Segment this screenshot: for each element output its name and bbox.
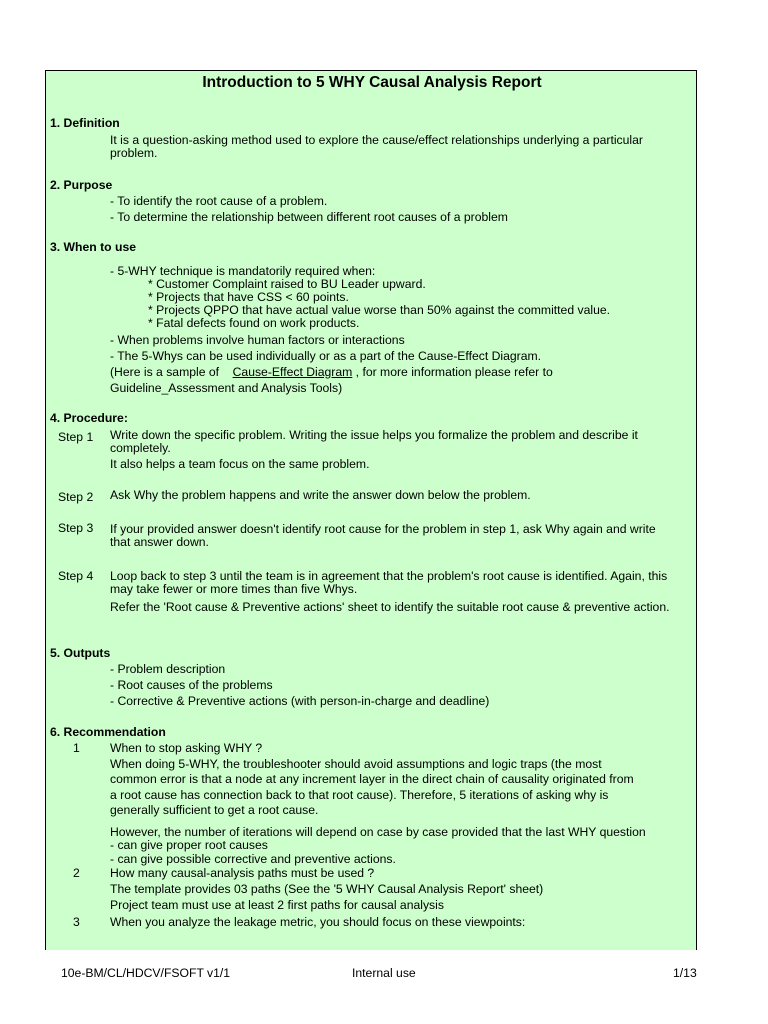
- purpose-heading: 2. Purpose: [50, 178, 113, 192]
- purpose-line: - To determine the relationship between different root causes of a problem: [110, 210, 508, 224]
- definition-line: It is a question-asking method used to explore the cause/effect relationships underlying a particular: [110, 133, 643, 147]
- step-text: Write down the specific problem. Writing the issue helps you formalize the problem and describe it: [110, 428, 638, 442]
- when-to-use-bullet: * Projects that have CSS < 60 points.: [148, 290, 349, 304]
- step-label: Step 1: [58, 430, 94, 444]
- step-text: that answer down.: [110, 535, 209, 549]
- definition-line: problem.: [110, 146, 158, 160]
- recommendation-text: However, the number of iterations will depend on case by case provided that the last WHY question: [110, 825, 646, 839]
- step-label: Step 3: [58, 521, 94, 535]
- outputs-line: - Corrective & Preventive actions (with person-in-charge and deadline): [110, 694, 490, 708]
- recommendation-text: When you analyze the leakage metric, you should focus on these viewpoints:: [110, 915, 526, 929]
- footer-classification: Internal use: [352, 966, 416, 980]
- procedure-heading: 4. Procedure:: [50, 411, 128, 425]
- footer-page-number: 1/13: [673, 966, 697, 980]
- purpose-line: - To identify the root cause of a problem.: [110, 194, 328, 208]
- recommendation-text: - can give possible corrective and preventive actions.: [110, 852, 396, 866]
- when-to-use-line: Guideline_Assessment and Analysis Tools): [110, 381, 343, 395]
- document-sheet: [45, 70, 697, 950]
- outputs-line: - Root causes of the problems: [110, 678, 273, 692]
- reference-text: , for more information please refer to: [355, 365, 553, 379]
- recommendation-text: When to stop asking WHY ?: [110, 741, 263, 755]
- when-to-use-heading: 3. When to use: [50, 240, 136, 254]
- when-to-use-line: - 5-WHY technique is mandatorily required when:: [110, 264, 376, 278]
- recommendation-text: common error is that a node at any increment layer in the direct chain of causality originated from: [110, 772, 634, 786]
- step-text: completely.: [110, 441, 171, 455]
- when-to-use-bullet: * Customer Complaint raised to BU Leader upward.: [148, 277, 426, 291]
- outputs-line: - Problem description: [110, 662, 226, 676]
- step-text: may take fewer or more times than five Whys.: [110, 582, 358, 596]
- step-text: Ask Why the problem happens and write the answer down below the problem.: [110, 488, 531, 502]
- step-label: Step 4: [58, 569, 94, 583]
- recommendation-text: Project team must use at least 2 first paths for causal analysis: [110, 898, 444, 912]
- definition-heading: 1. Definition: [50, 116, 120, 130]
- recommendation-text: - can give proper root causes: [110, 838, 268, 852]
- page-title: Introduction to 5 WHY Causal Analysis Report: [202, 74, 542, 91]
- recommendation-number: 3: [73, 915, 80, 929]
- recommendation-text: a root cause has connection back to that root cause). Therefore, 5 iterations of asking why is: [110, 788, 609, 802]
- recommendation-text: How many causal-analysis paths must be used ?: [110, 866, 375, 880]
- recommendation-text: When doing 5-WHY, the troubleshooter should avoid assumptions and logic traps (the most: [110, 757, 602, 771]
- sample-text: (Here is a sample of: [110, 365, 220, 379]
- step-text: Loop back to step 3 until the team is in agreement that the problem's root cause is identified. Again, this: [110, 569, 668, 583]
- recommendation-text: The template provides 03 paths (See the '5 WHY Causal Analysis Report' sheet): [110, 882, 544, 896]
- when-to-use-bullet: * Fatal defects found on work products.: [148, 316, 360, 330]
- when-to-use-line: [110, 366, 553, 379]
- step-text: It also helps a team focus on the same problem.: [110, 457, 370, 471]
- recommendation-number: 1: [73, 741, 80, 755]
- outputs-heading: 5. Outputs: [50, 646, 111, 660]
- step-label: Step 2: [58, 490, 94, 504]
- recommendation-number: 2: [73, 866, 80, 880]
- when-to-use-bullet: * Projects QPPO that have actual value worse than 50% against the committed value.: [148, 303, 611, 317]
- recommendation-heading: 6. Recommendation: [50, 725, 166, 739]
- recommendation-text: generally sufficient to get a root cause.: [110, 803, 319, 817]
- cause-effect-diagram-link[interactable]: Cause-Effect Diagram: [232, 365, 353, 379]
- footer-doc-code: 10e-BM/CL/HDCV/FSOFT v1/1: [61, 966, 231, 980]
- step-text: Refer the 'Root cause & Preventive actions' sheet to identify the suitable root cause & preventive action.: [110, 600, 670, 614]
- when-to-use-line: - The 5-Whys can be used individually or as a part of the Cause-Effect Diagram.: [110, 349, 542, 363]
- when-to-use-line: - When problems involve human factors or interactions: [110, 333, 405, 347]
- step-text: If your provided answer doesn't identify root cause for the problem in step 1, ask Why again and write: [110, 522, 656, 536]
